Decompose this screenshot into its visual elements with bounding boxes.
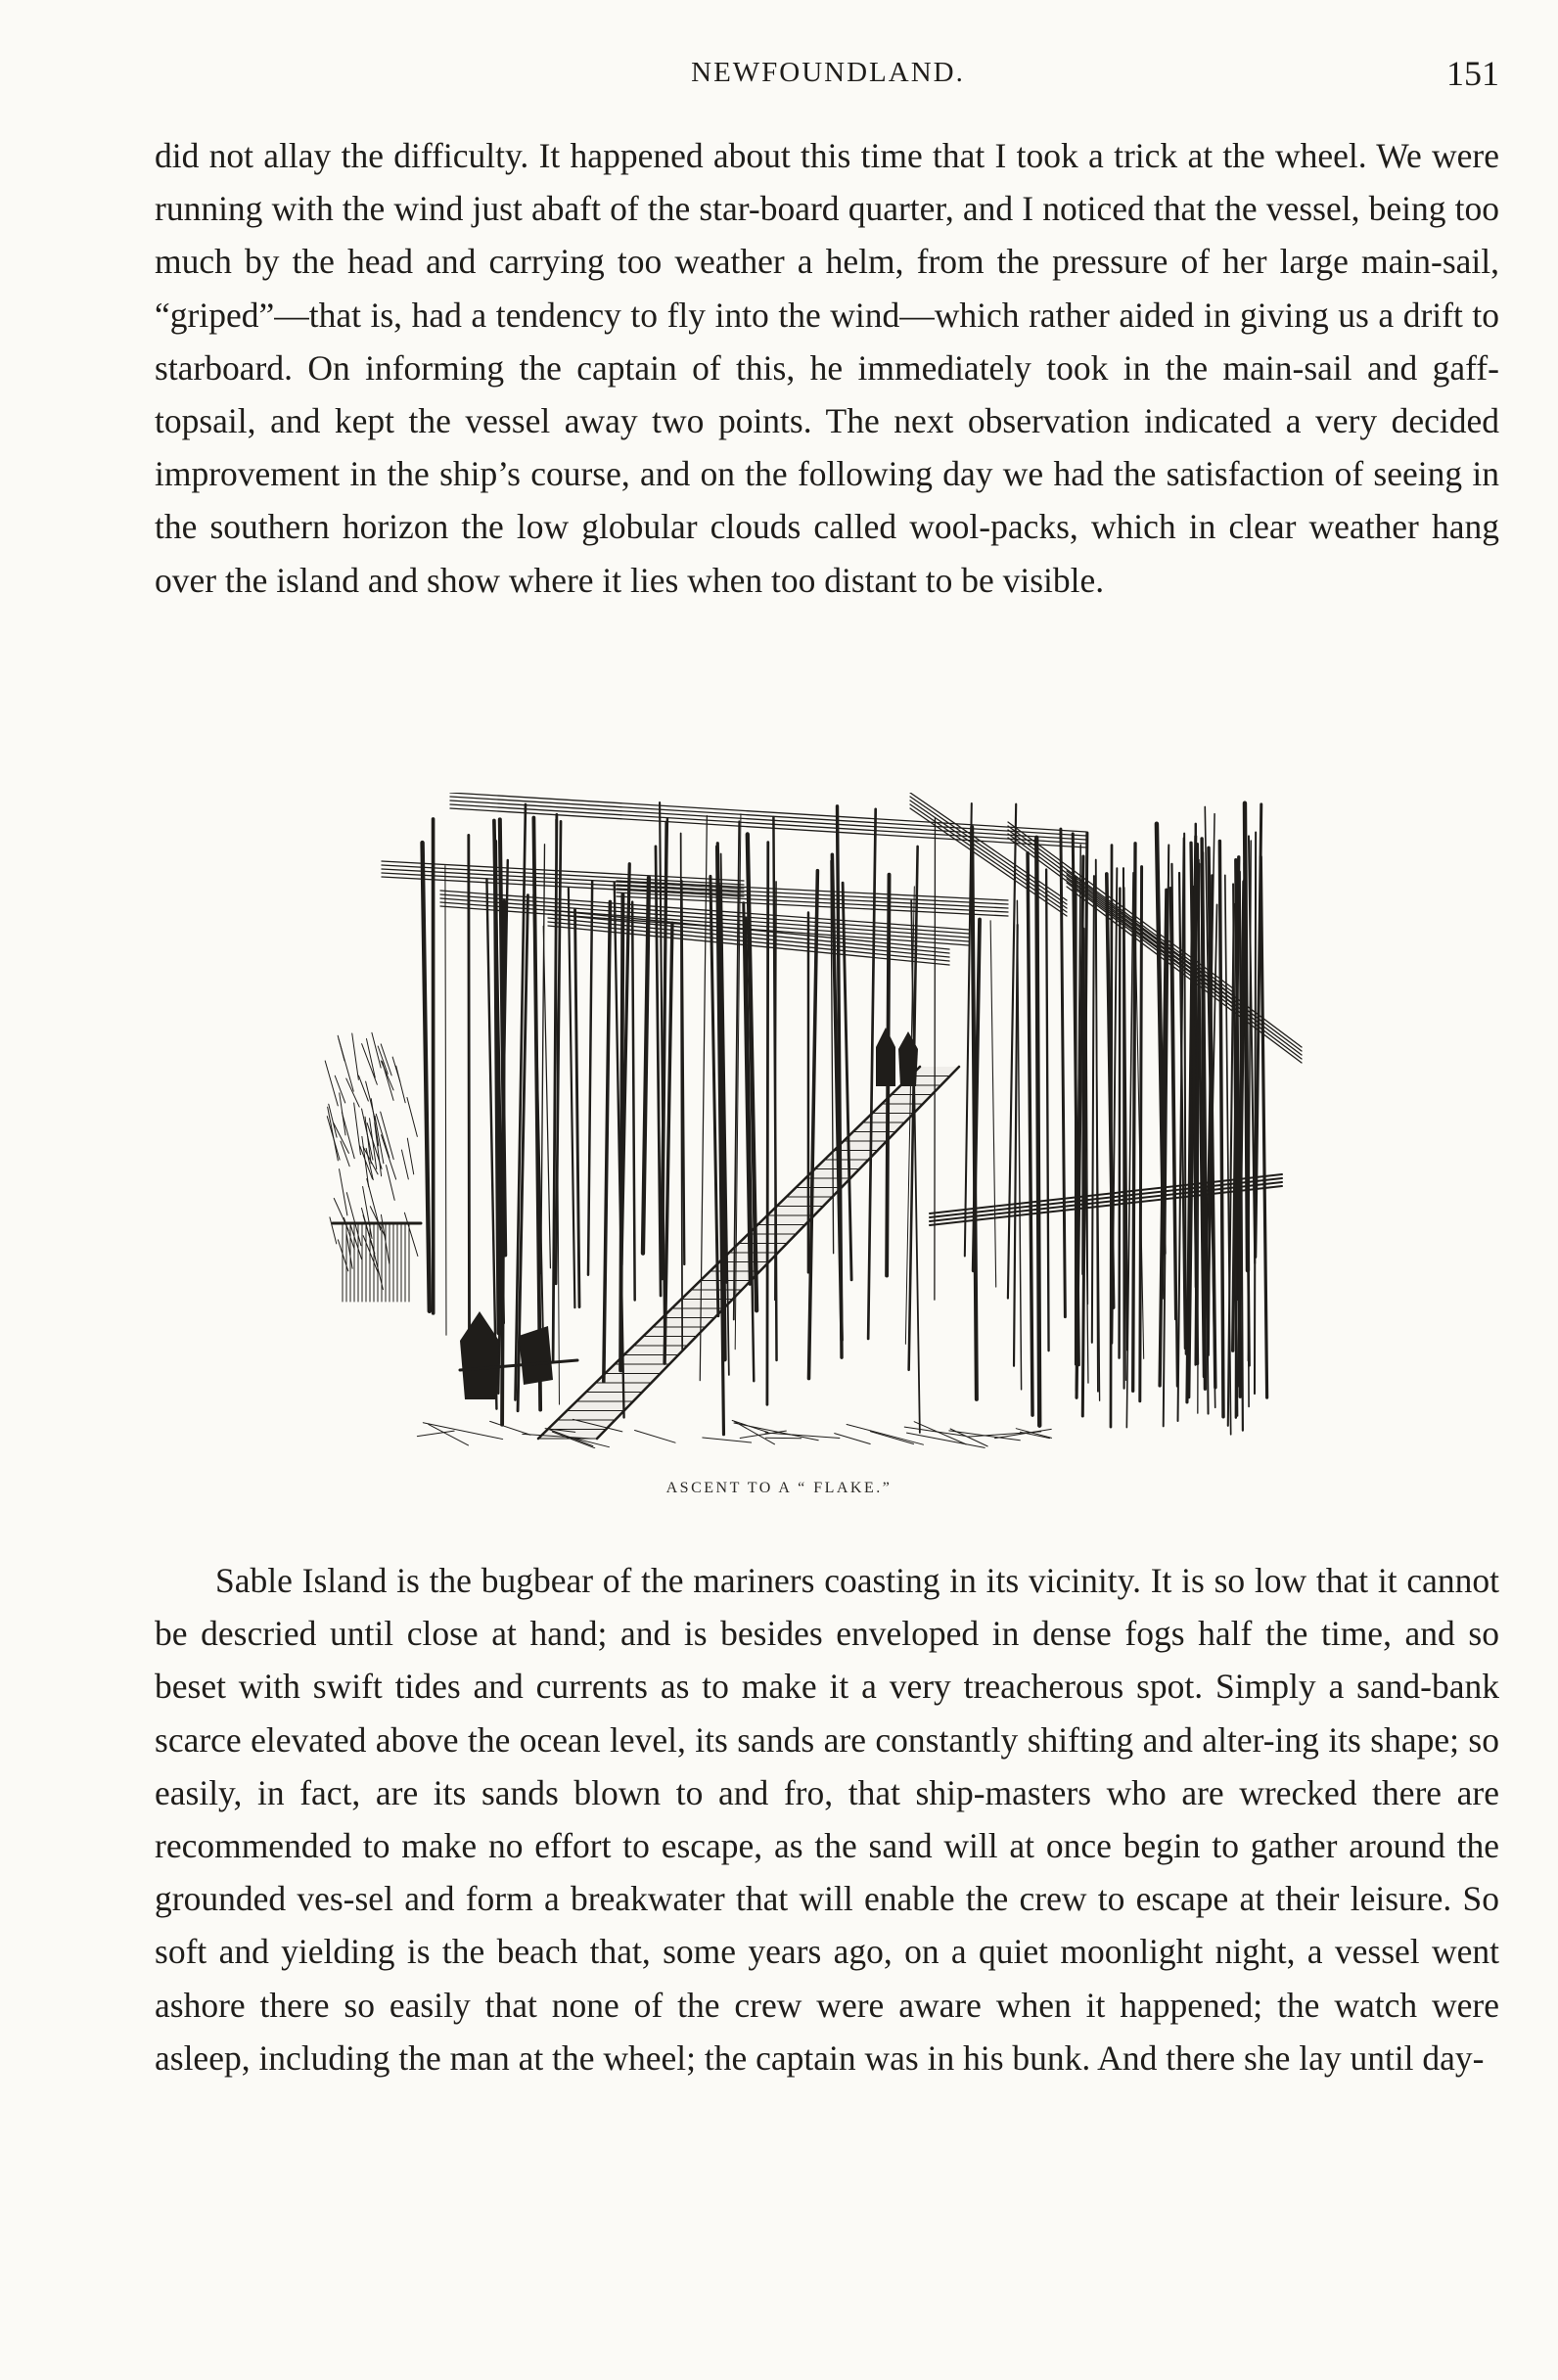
walkway-edge <box>538 1067 920 1439</box>
rafter <box>617 881 1008 900</box>
hill-hatch <box>328 1107 339 1161</box>
hill-hatch <box>366 1081 376 1121</box>
pole <box>620 894 622 1370</box>
pole <box>843 883 851 1280</box>
pole <box>808 871 817 1379</box>
pole <box>1255 832 1256 1394</box>
rafter <box>382 865 744 885</box>
paragraph-1: did not allay the difficulty. It happened about this time that I took a trick at the wheel. We were running with the wind just abaft of the star-board quarter, and I noticed that the vessel, being too much by the head and carrying too weather a helm, from the pressure of her large main-sail, “griped”—that is, had a tendency to fly into the wind—which rather aided in giving us a drift to starboard. On informing the captain of this, he immediately took in the main-sail and gaff-topsail, and kept the vessel away two points. The next observation indicated a very decided improvement in the ship’s course, and on the following day we had the satisfaction of seeing in the southern horizon the low globular clouds called wool-packs, which in clear weather hang over the island and show where it lies when too distant to be visible. <box>155 136 1499 600</box>
pole <box>1046 870 1048 1351</box>
rafter <box>382 873 744 892</box>
rafter <box>910 801 1067 908</box>
rafter <box>617 885 1008 904</box>
rafter <box>382 877 744 896</box>
pole <box>1092 876 1094 1343</box>
hill-hatch <box>407 1138 413 1174</box>
pole <box>1028 853 1032 1416</box>
ground-stroke <box>490 1421 530 1435</box>
pole <box>1096 860 1098 1392</box>
figure-lower <box>519 1326 553 1385</box>
pole <box>1111 846 1112 1428</box>
pole <box>541 845 545 1274</box>
pole <box>604 901 611 1381</box>
rafter <box>382 869 744 889</box>
rafter <box>910 804 1067 912</box>
pole <box>1140 867 1142 1401</box>
pole <box>495 842 499 1333</box>
hill-hatch <box>340 1093 345 1135</box>
rafter <box>450 797 1086 836</box>
pole <box>935 817 936 1300</box>
rafter <box>910 797 1067 904</box>
hill-hatch <box>401 1150 408 1179</box>
rafter <box>450 801 1086 840</box>
paragraph-2: Sable Island is the bugbear of the mariners coasting in its vicinity. It is so low that it cannot be descried until close at hand; and is besides enveloped in dense fogs half the time, and so beset with swift tides and currents as to make it a very treacherous spot. Simply a sand-bank scarce elevated above the ocean level, its sands are constantly shifting and alter-ing its shape; so easily, in fact, are its sands blown to and fro, that ship-masters who are wrecked there are recommended to make no effort to escape, as the sand will at once begin to gather around the grounded ves-sel and form a breakwater that will enable the crew to escape at their leisure. So soft and yielding is the beach that, some years ago, on a quiet moonlight night, a vessel went ashore there so easily that none of the crew were aware when it happened; the watch were asleep, including the man at the wheel; the captain was in his bunk. And there she lay until day- <box>155 1561 1499 2078</box>
figure-upper <box>876 1028 895 1086</box>
figure-lower <box>460 1311 499 1399</box>
pole <box>575 909 579 1306</box>
hill-hatch <box>352 1033 359 1079</box>
hill-hatch <box>366 1038 375 1077</box>
ground-stroke <box>1020 1432 1049 1438</box>
rafter <box>617 892 1008 912</box>
hill-hatch <box>325 1061 338 1106</box>
hill-hatch <box>346 1078 359 1107</box>
rafter <box>617 896 1008 916</box>
pole <box>502 901 504 1424</box>
rafter <box>450 804 1086 844</box>
rafter <box>617 889 1008 908</box>
pole <box>1017 900 1021 1390</box>
page-header <box>157 54 1499 100</box>
hill-hatch <box>338 1035 344 1061</box>
pole <box>543 926 550 1267</box>
hill-hatch <box>362 1136 369 1186</box>
pole <box>423 843 430 1311</box>
pole <box>1219 841 1223 1416</box>
ground-stroke <box>703 1438 752 1442</box>
illustration-flake <box>323 793 1370 1448</box>
pole <box>1123 868 1124 1389</box>
pole <box>1036 838 1039 1426</box>
pole <box>767 843 768 1405</box>
running-title: NEWFOUNDLAND. <box>691 57 965 88</box>
rafter <box>910 793 1067 900</box>
pole <box>588 882 592 1275</box>
hill-hatch <box>407 1097 417 1136</box>
engraving-drawing <box>323 793 1370 1448</box>
ground-stroke <box>423 1423 502 1440</box>
pole <box>868 809 876 1339</box>
walkway-edge <box>597 1067 959 1439</box>
pole <box>533 818 540 1410</box>
pole <box>1260 857 1266 1398</box>
pole <box>990 921 996 1287</box>
pole <box>569 889 575 1308</box>
hill-hatch <box>330 1217 337 1244</box>
hill-hatch <box>404 1213 417 1256</box>
illustration-caption: ASCENT TO A “ FLAKE.” <box>665 1480 893 1496</box>
hill-hatch <box>396 1066 405 1103</box>
ground-stroke <box>835 1434 871 1444</box>
pole <box>469 835 470 1345</box>
hill-hatch <box>354 1103 361 1155</box>
pole <box>1120 889 1121 1358</box>
pole <box>632 902 635 1301</box>
pole <box>643 878 649 1254</box>
hill-hatch <box>346 1233 352 1268</box>
rafter <box>450 793 1086 832</box>
rafter <box>382 861 744 881</box>
ground-stroke <box>635 1431 675 1443</box>
ground-stroke <box>847 1424 923 1444</box>
pole <box>1014 925 1018 1366</box>
page-number: 151 <box>1446 54 1499 93</box>
pole <box>445 866 446 1336</box>
hill-hatch <box>340 1169 347 1215</box>
